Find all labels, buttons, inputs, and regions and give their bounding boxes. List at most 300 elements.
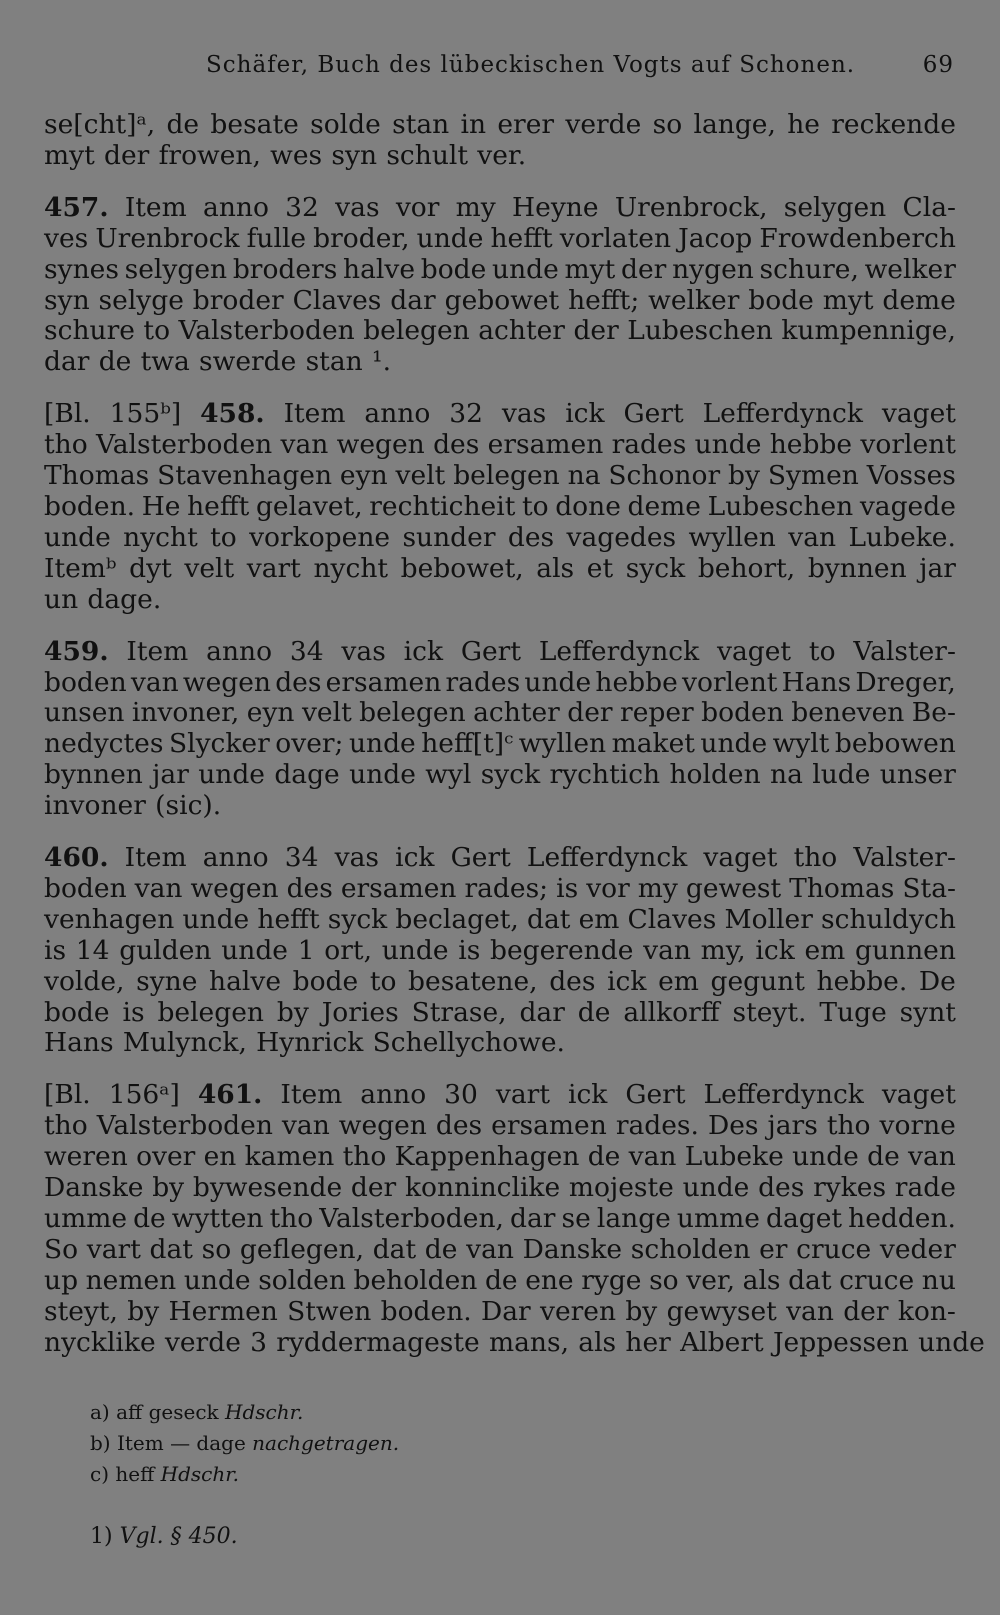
- word: Albert: [680, 1326, 764, 1358]
- word: dar: [44, 346, 90, 378]
- word: des: [549, 965, 596, 997]
- word: reper: [620, 697, 694, 729]
- word: se[cht]ᵃ,: [44, 109, 156, 140]
- word: en: [203, 1141, 237, 1173]
- word: Lubeschen: [707, 490, 854, 522]
- word: 156ᵃ]: [108, 1079, 180, 1111]
- word: ick: [395, 842, 435, 874]
- word: rades: [445, 666, 521, 698]
- word: bode: [292, 965, 359, 997]
- word: unde: [221, 934, 288, 966]
- word: Jories: [321, 996, 399, 1028]
- word: dat: [527, 903, 571, 935]
- word: vas: [335, 191, 380, 223]
- word: unde: [183, 1264, 251, 1296]
- word: by: [625, 1295, 658, 1327]
- word: tho: [44, 1110, 88, 1142]
- word: belegen: [359, 697, 466, 729]
- word: der: [350, 1172, 397, 1204]
- word: gulden: [119, 934, 212, 966]
- word: halve: [209, 965, 282, 997]
- word: kon-: [897, 1295, 956, 1327]
- word: dat: [372, 1233, 417, 1265]
- word: (sic).: [155, 790, 222, 822]
- paragraph-gap: [44, 822, 956, 843]
- text-line: [44, 936, 956, 967]
- word: Jeppessen: [772, 1326, 909, 1358]
- word: nu: [921, 1264, 956, 1296]
- word: dar: [519, 996, 565, 1028]
- word: belegen: [453, 460, 560, 492]
- word: umme: [676, 1203, 760, 1234]
- word: lange,: [693, 109, 776, 140]
- word: unde: [349, 759, 416, 791]
- word: bynnen: [44, 759, 143, 791]
- word: jar: [919, 552, 956, 584]
- word: Vosses: [866, 460, 956, 492]
- word: gewyset: [666, 1295, 777, 1327]
- word: bode: [44, 996, 110, 1028]
- word: dage.: [87, 583, 162, 615]
- word: belegen: [157, 996, 264, 1028]
- word: achter: [478, 315, 565, 347]
- word: heff[t]ᶜ: [421, 728, 514, 760]
- word: syck: [625, 552, 686, 584]
- word: Gert: [623, 398, 684, 430]
- word: beclaget,: [395, 903, 519, 935]
- word: dage: [274, 759, 340, 791]
- word: Item: [280, 1079, 343, 1111]
- word: boden: [701, 697, 784, 729]
- note-label: c): [90, 1462, 110, 1486]
- word: als: [536, 552, 575, 584]
- text-line: [44, 554, 956, 585]
- word: Jacop: [678, 222, 753, 254]
- word: eyn: [246, 697, 295, 729]
- word: Item: [283, 398, 346, 430]
- word: anno: [364, 398, 431, 430]
- word: anno: [203, 191, 269, 223]
- word: rychtich: [549, 759, 661, 791]
- word: Thomas: [44, 460, 150, 492]
- word: ick: [567, 1079, 608, 1111]
- word: van: [466, 1233, 514, 1265]
- word: dar: [390, 284, 436, 316]
- word: boden: [44, 872, 127, 904]
- word: boden.: [44, 490, 136, 522]
- text-line: [44, 1204, 956, 1235]
- word: tho: [342, 1141, 387, 1173]
- word: Gert: [460, 635, 521, 667]
- word: my: [637, 872, 678, 904]
- word: Kappenhagen: [394, 1141, 580, 1173]
- word: Claves: [627, 903, 717, 935]
- running-title: Schäfer, Buch des lübeckischen Vogts auf Schonen.: [206, 52, 856, 78]
- word: Valsterboden,: [319, 1203, 504, 1234]
- word: over;: [275, 728, 344, 760]
- word: vas: [501, 398, 547, 430]
- note-text: aff geseck: [116, 1400, 219, 1424]
- word: de: [587, 1141, 621, 1173]
- word: swerde: [199, 346, 297, 378]
- word: Valster-: [853, 635, 956, 667]
- word: nycht: [123, 521, 198, 553]
- word: anno: [360, 1079, 427, 1111]
- word: Item: [124, 842, 187, 874]
- word: eyn: [339, 460, 388, 492]
- word: unde: [524, 666, 592, 698]
- word: unsen: [44, 697, 125, 729]
- word: daget: [766, 1203, 843, 1234]
- word: der: [843, 1295, 889, 1327]
- word: van: [628, 1141, 677, 1173]
- text-line: [44, 141, 956, 172]
- word: hefft: [257, 903, 320, 935]
- word: deme: [882, 284, 956, 316]
- word: Schellychowe.: [372, 1027, 565, 1059]
- word: Schonor: [608, 460, 721, 492]
- word: konninclike: [404, 1172, 561, 1204]
- word: Be-: [911, 697, 956, 729]
- word: stan: [305, 346, 363, 378]
- word: velt: [301, 697, 352, 729]
- word: de: [133, 1203, 166, 1234]
- word: vagedes: [566, 521, 677, 553]
- word: vorkopene: [249, 521, 391, 553]
- word: [Bl.: [44, 1079, 91, 1111]
- note-italic: Hdschr.: [160, 1462, 239, 1486]
- word: dyt: [129, 552, 172, 584]
- text-line: [44, 461, 956, 492]
- word: vaget: [881, 398, 956, 430]
- text-line: [44, 1028, 956, 1059]
- text-line: [44, 698, 956, 729]
- word: invoner,: [131, 697, 240, 729]
- word: so: [652, 109, 683, 140]
- word: ver.: [477, 139, 527, 171]
- word: nemen: [85, 1264, 177, 1296]
- word: holden: [669, 759, 761, 791]
- word: na: [770, 759, 803, 791]
- paragraph-gap: [44, 616, 956, 637]
- word: vagede: [859, 490, 956, 522]
- text-line: [44, 729, 956, 760]
- word: unde: [182, 903, 250, 935]
- paragraph-gap: [44, 172, 956, 193]
- word: Lefferdynck: [538, 635, 700, 667]
- paragraph: [44, 637, 956, 822]
- word: Heyne: [512, 191, 599, 223]
- word: besate: [210, 109, 299, 140]
- word: se: [561, 1203, 591, 1234]
- word: velt: [184, 552, 235, 584]
- word: em: [804, 934, 846, 966]
- text-line: [44, 791, 956, 822]
- text-line: [44, 193, 956, 224]
- word: up: [44, 1264, 79, 1296]
- word: ersamen: [340, 872, 457, 904]
- word: [Bl.: [44, 398, 91, 430]
- word: rades;: [464, 872, 549, 904]
- word: de: [166, 109, 200, 140]
- word: achter: [473, 697, 560, 729]
- text-line: [44, 492, 956, 523]
- word: vaget: [881, 1079, 956, 1111]
- word: Valsterboden: [95, 429, 273, 461]
- page-number: 69: [922, 52, 954, 78]
- word: er: [759, 1233, 788, 1265]
- word: vas: [334, 842, 379, 874]
- word: Urenbrock: [95, 222, 240, 254]
- word: hefft: [187, 490, 250, 522]
- word: anno: [202, 842, 269, 874]
- main-text: [44, 109, 985, 1359]
- word: Valsterboden: [96, 1110, 273, 1142]
- word: deme: [627, 490, 701, 522]
- word: em: [578, 903, 620, 935]
- note-text: Item — dage: [116, 1431, 246, 1455]
- word: schuldych: [821, 903, 956, 935]
- word: Hynrick: [256, 1027, 364, 1059]
- word: Item: [124, 191, 187, 223]
- word: wytten: [171, 1203, 264, 1234]
- word: 32: [285, 191, 319, 223]
- running-header: [46, 52, 954, 86]
- word: solde: [310, 109, 381, 140]
- word: syne: [136, 965, 198, 997]
- text-line: [44, 967, 956, 998]
- word: Item: [126, 635, 189, 667]
- word: hedden.: [848, 1203, 956, 1234]
- word: mojeste: [568, 1172, 674, 1204]
- word: ersamen: [487, 429, 604, 461]
- word: ¹.: [371, 346, 392, 378]
- word: hebbe: [595, 666, 678, 698]
- word: kumpennige,: [781, 315, 956, 347]
- word: 3: [250, 1326, 268, 1358]
- word: Hermen: [168, 1295, 278, 1327]
- word: unde: [381, 934, 449, 966]
- word: wes: [270, 139, 323, 171]
- word: vaget: [717, 635, 792, 667]
- word: ick: [403, 635, 443, 667]
- word: de: [98, 346, 132, 378]
- word: hefft;: [568, 284, 640, 316]
- text-line: [44, 998, 956, 1029]
- word: done: [555, 490, 621, 522]
- word: ick: [755, 934, 795, 966]
- word: to: [369, 965, 397, 997]
- word: Hans: [44, 1027, 114, 1059]
- word: stan: [392, 109, 450, 140]
- text-line: [44, 286, 956, 317]
- note-a: [90, 1397, 890, 1428]
- text-line: [44, 1111, 956, 1142]
- word: van: [786, 1295, 834, 1327]
- word: 1: [297, 934, 315, 966]
- word: un: [44, 583, 79, 615]
- word: rykes: [813, 1172, 887, 1204]
- word: van: [281, 1110, 330, 1142]
- word: schure,: [759, 253, 859, 285]
- word: nycht: [313, 552, 389, 584]
- word: unde: [700, 728, 768, 760]
- text-line: [44, 523, 956, 554]
- word: der: [104, 139, 150, 171]
- word: schult: [386, 139, 469, 171]
- word: Stavenhagen: [157, 460, 333, 492]
- word: my,: [700, 934, 746, 966]
- text-line: [44, 668, 956, 699]
- word: boden: [44, 666, 127, 698]
- word: kamen: [244, 1141, 335, 1173]
- word: allkorff: [623, 996, 720, 1028]
- word: broder,: [313, 222, 410, 254]
- word: Hans: [781, 666, 852, 698]
- word: syck: [480, 759, 541, 791]
- word: unde: [492, 253, 559, 285]
- word: van: [643, 934, 691, 966]
- word: by: [728, 460, 760, 492]
- word: Cla-: [902, 191, 956, 223]
- word: wegen: [338, 1110, 427, 1142]
- text-line: [44, 255, 956, 286]
- word: welker: [648, 284, 740, 316]
- word: dar: [510, 1203, 556, 1234]
- entry-number: 461.: [197, 1079, 263, 1111]
- word: hefft: [490, 222, 553, 254]
- text-line: [44, 874, 956, 905]
- word: syn: [331, 139, 378, 171]
- word: umme: [44, 1203, 128, 1234]
- note-b: [90, 1428, 890, 1459]
- word: in: [460, 109, 487, 140]
- word: 30: [444, 1079, 478, 1111]
- paragraph: [44, 110, 956, 172]
- word: van: [130, 666, 179, 698]
- text-line: [44, 430, 956, 461]
- word: des: [435, 1110, 483, 1142]
- word: gebowet: [444, 284, 560, 316]
- word: invoner: [44, 790, 146, 822]
- word: synt: [899, 996, 956, 1028]
- word: 14: [75, 934, 110, 966]
- word: steyt,: [44, 1295, 118, 1327]
- word: Valster-: [853, 842, 956, 874]
- word: mans,: [488, 1326, 569, 1358]
- word: unde: [694, 429, 762, 461]
- text-line: [44, 843, 956, 874]
- word: ryddermageste: [276, 1326, 480, 1358]
- word: belegen: [363, 315, 470, 347]
- paragraph: [44, 843, 956, 1059]
- word: rades.: [615, 1110, 699, 1142]
- word: veren: [539, 1295, 617, 1327]
- word: Lefferdynck: [703, 1079, 864, 1111]
- word: welker: [864, 253, 956, 285]
- text-line: [44, 1297, 956, 1328]
- entry-number: 460.: [44, 842, 109, 874]
- word: vart: [246, 552, 301, 584]
- word: verde: [164, 1326, 241, 1358]
- word: tho: [793, 842, 838, 874]
- word: gegunt: [710, 965, 805, 997]
- word: ersamen: [325, 666, 442, 698]
- word: scholden: [630, 1233, 751, 1265]
- word: 155ᵇ]: [109, 398, 182, 430]
- word: Claves: [292, 284, 382, 316]
- critical-notes: [90, 1397, 890, 1490]
- word: tho: [44, 429, 88, 461]
- word: ort,: [324, 934, 372, 966]
- footnote-label: 1): [90, 1524, 113, 1549]
- word: twa: [140, 346, 190, 378]
- word: jars: [767, 1110, 818, 1142]
- word: maket: [611, 728, 695, 760]
- word: beholden: [353, 1264, 478, 1296]
- word: tho: [269, 1203, 314, 1234]
- word: weren: [44, 1141, 128, 1173]
- word: der: [567, 697, 613, 729]
- word: Dreger,: [855, 666, 956, 698]
- word: Slycker: [168, 728, 270, 760]
- word: selygen: [124, 253, 228, 285]
- word: vaget: [703, 842, 778, 874]
- word: vor: [395, 191, 440, 223]
- word: ver,: [686, 1264, 736, 1296]
- text-line: [44, 1235, 956, 1266]
- word: van: [134, 872, 183, 904]
- text-line: [44, 585, 956, 616]
- word: unde: [918, 1326, 985, 1358]
- word: He: [141, 490, 181, 522]
- word: des: [275, 666, 322, 698]
- word: ryge: [581, 1264, 642, 1296]
- word: broders: [232, 253, 338, 285]
- word: sunder: [402, 521, 496, 553]
- word: gewest: [685, 872, 782, 904]
- word: Moller: [724, 903, 813, 935]
- word: lude: [812, 759, 871, 791]
- word: wyllen: [518, 728, 607, 760]
- word: nycklike: [44, 1326, 156, 1358]
- note-label: b): [90, 1431, 111, 1455]
- word: bebowen: [834, 728, 956, 760]
- word: des: [286, 872, 333, 904]
- word: wegen: [336, 429, 425, 461]
- word: Danske: [44, 1172, 144, 1204]
- word: dat: [149, 1233, 193, 1265]
- word: vor: [586, 872, 630, 904]
- word: gelavet,: [255, 490, 363, 522]
- word: des: [433, 429, 480, 461]
- word: unde: [198, 759, 265, 791]
- word: de: [484, 1264, 518, 1296]
- word: vart: [86, 1233, 141, 1265]
- word: reckende: [831, 109, 956, 140]
- text-line: [44, 905, 956, 936]
- text-line: [44, 110, 956, 141]
- word: is: [122, 996, 145, 1028]
- word: Lefferdynck: [702, 398, 863, 430]
- paragraph-gap: [44, 378, 956, 399]
- word: unde: [682, 1172, 750, 1204]
- note-italic: Hdschr.: [225, 1400, 304, 1424]
- footnote-text: Vgl. § 450.: [119, 1524, 238, 1549]
- word: Lubeschen: [627, 315, 773, 347]
- word: 34: [284, 842, 319, 874]
- word: selygen: [783, 191, 887, 223]
